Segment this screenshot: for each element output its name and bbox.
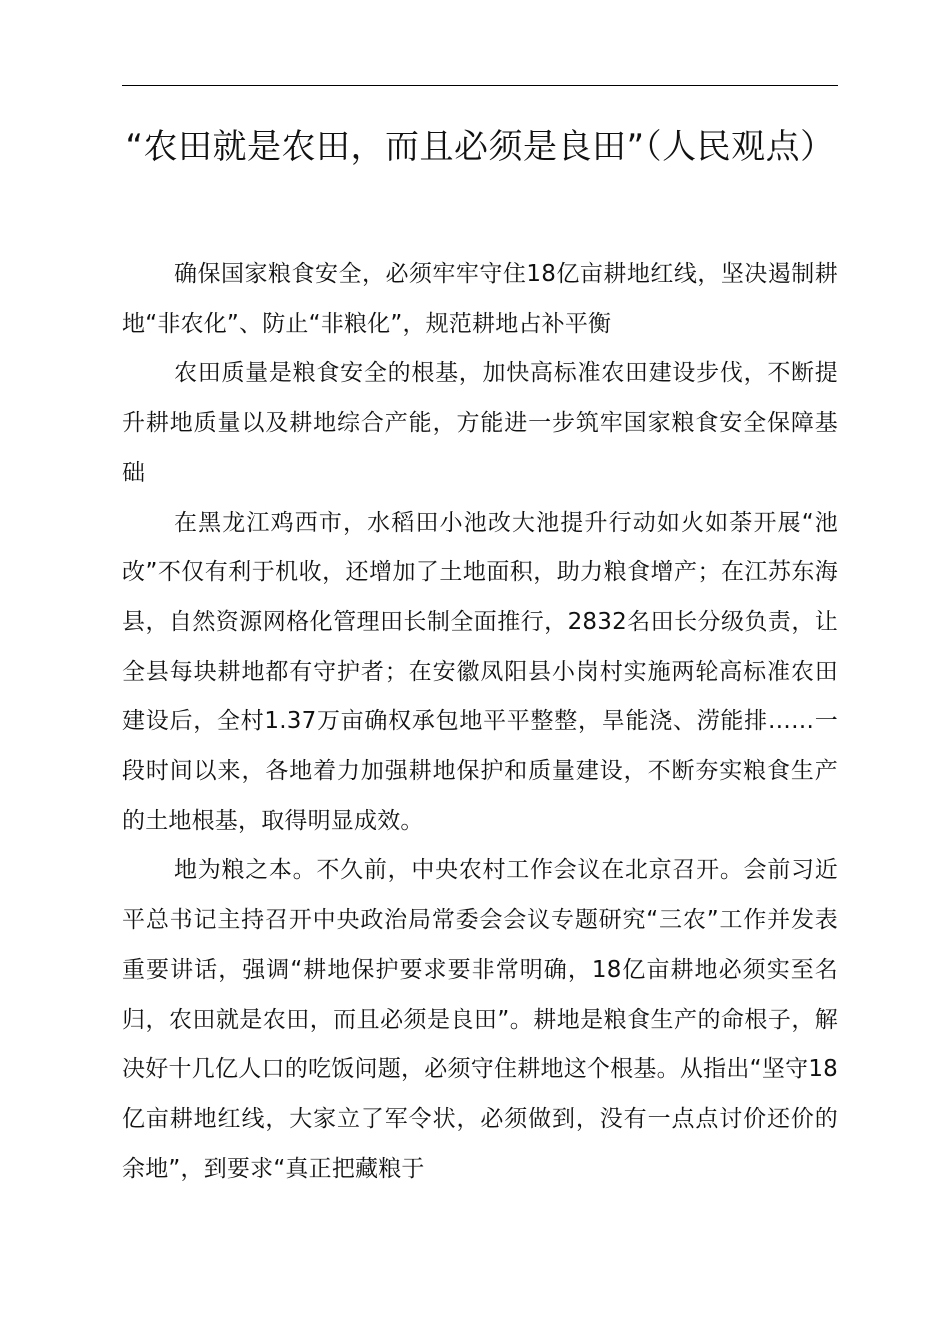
paragraph: 农田质量是粮食安全的根基，加快高标准农田建设步伐，不断提升耕地质量以及耕地综合产能，方能进一步筑牢国家粮食安全保障基础 [122, 360, 838, 486]
article-title: “农田就是农田，而且必须是良田”（人民观点） [125, 127, 835, 167]
header-rule [122, 85, 838, 86]
paragraph: 地为粮之本。不久前，中央农村工作会议在北京召开。会前习近平总书记主持召开中央政治局常委会会议专题研究“三农”工作并发表重要讲话，强调“耕地保护要求要非常明确，18亿亩耕地必须实至名归，农田就是农田，而且必须是良田”。耕地是粮食生产的命根子，解决好十几亿人口的吃饭问题，必须守住耕地这个根基。从指出“坚守18亿亩耕地红线，大家立了军令状，必须做到，没有一点点讨价还价的余地”，到要求“真正把藏粮于 [122, 857, 838, 1182]
paragraph: 在黑龙江鸡西市，水稻田小池改大池提升行动如火如荼开展“池改”不仅有利于机收，还增加了土地面积，助力粮食增产；在江苏东海县，自然资源网格化管理田长制全面推行，2832名田长分级负责，让全县每块耕地都有守护者；在安徽凤阳县小岗村实施两轮高标准农田建设后，全村1.37万亩确权承包地平平整整，旱能浇、涝能排……一段时间以来，各地着力加强耕地保护和质量建设，不断夯实粮食生产的土地根基，取得明显成效。 [122, 509, 838, 834]
paragraph: 确保国家粮食安全，必须牢牢守住18亿亩耕地红线，坚决遏制耕地“非农化”、防止“非粮化”，规范耕地占补平衡 [122, 261, 838, 337]
article-body [122, 250, 838, 1194]
